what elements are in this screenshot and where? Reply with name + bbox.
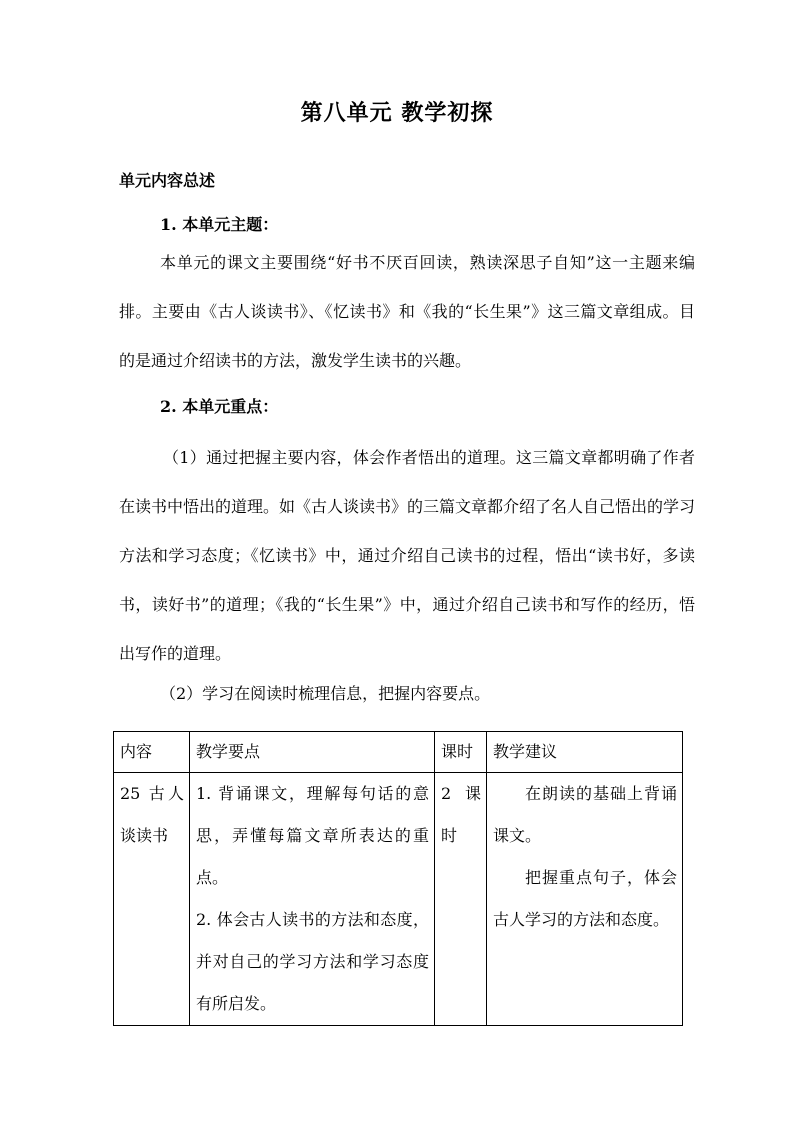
key-points-heading: 2. 本单元重点： [160, 397, 279, 416]
teaching-point-2: 2. 体会古人读书的方法和态度，并对自己的学习方法和学习态度有所启发。 [196, 910, 429, 1013]
header-teaching-suggestions: 教学建议 [487, 732, 683, 773]
page-title: 第八单元 教学初探 [300, 100, 494, 126]
theme-paragraph: 本单元的课文主要围绕“好书不厌百回读，熟读深思子自知”这一主题来编排。主要由《古人谈读书》、《忆读书》和《我的“长生果”》这三篇文章组成。目的是通过介绍读书的方法，激发学生读书的兴趣。 [119, 253, 695, 370]
header-content: 内容 [114, 732, 190, 773]
teaching-plan-table [113, 731, 683, 1026]
row-hours-cell: 2 课时 [435, 773, 487, 1026]
row-points-cell [190, 773, 435, 1026]
header-teaching-points: 教学要点 [190, 732, 435, 773]
key-point-2-paragraph: （2）学习在阅读时梳理信息，把握内容要点。 [160, 684, 491, 703]
teaching-point-1: 1. 背诵课文，理解每句话的意思，弄懂每篇文章所表达的重点。 [196, 784, 429, 887]
suggestion-1: 在朗读的基础上背诵课文。 [493, 784, 677, 845]
header-class-hours: 课时 [435, 732, 487, 773]
key-point-1-paragraph: （1）通过把握主要内容，体会作者悟出的道理。这三篇文章都明确了作者在读书中悟出的道理。如《古人谈读书》的三篇文章都介绍了名人自己悟出的学习方法和学习态度；《忆读书》中，通过介绍自己读书的过程，悟出“读书好，多读书，读好书”的道理；《我的“长生果”》中，通过介绍自己读书和写作的经历，悟出写作的道理。 [119, 448, 696, 663]
overview-heading: 单元内容总述 [119, 171, 216, 190]
table-row [114, 773, 683, 1026]
suggestion-2: 把握重点句子，体会古人学习的方法和态度。 [493, 868, 677, 929]
row-content-cell: 25 古人谈读书 [114, 773, 190, 1026]
row-suggestions-cell [487, 773, 683, 1026]
theme-heading: 1. 本单元主题： [160, 215, 279, 234]
table-header-row [114, 732, 683, 773]
